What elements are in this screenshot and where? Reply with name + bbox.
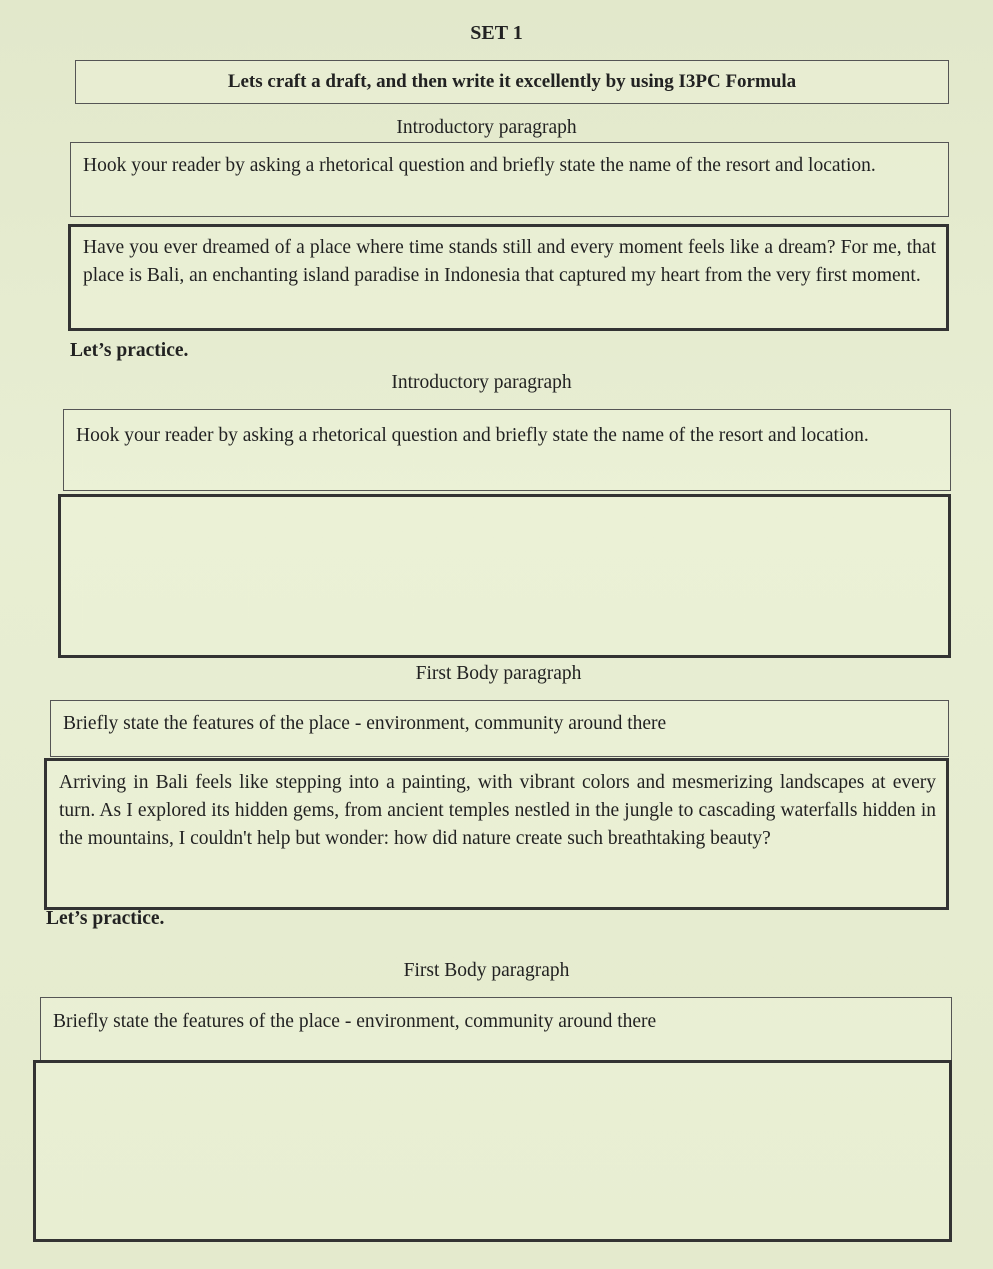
body-example-instruction: Briefly state the features of the place - environment, community around there <box>63 713 667 734</box>
body-practice-instruction-box <box>40 997 952 1061</box>
body-practice-label: Let’s practice. <box>46 908 165 929</box>
intro-practice-section-label: Introductory paragraph <box>391 372 572 393</box>
body-practice-answer-box[interactable] <box>33 1060 952 1242</box>
intro-example-instruction-box <box>70 142 949 217</box>
worksheet-heading <box>75 60 949 104</box>
body-example-label: First Body paragraph <box>415 663 582 684</box>
body-practice-instruction: Briefly state the features of the place - environment, community around there <box>53 1011 657 1032</box>
body-example-sample: Arriving in Bali feels like stepping into a painting, with vibrant colors and mesmerizing landscapes at every turn. As I explored its hidden gems, from ancient temples nestled in the jungle to cascading waterfalls hidden in the mountains, I couldn't help but wonder: how did nature create such breathtaking beauty? <box>59 772 936 849</box>
intro-practice-instruction: Hook your reader by asking a rhetorical question and briefly state the name of the resort and location. <box>76 425 869 446</box>
intro-practice-label: Let’s practice. <box>70 340 189 361</box>
body-practice-section-label: First Body paragraph <box>403 960 570 981</box>
intro-practice-answer-box[interactable] <box>58 494 951 658</box>
intro-practice-instruction-box <box>63 409 951 491</box>
intro-example-label: Introductory paragraph <box>396 117 577 138</box>
set-title: SET 1 <box>470 22 523 44</box>
intro-example-sample-box <box>68 224 949 331</box>
body-example-instruction-box <box>50 700 949 757</box>
intro-example-sample: Have you ever dreamed of a place where time stands still and every moment feels like a dream? For me, that place is Bali, an enchanting island paradise in Indonesia that captured my heart from the very first moment. <box>83 237 936 286</box>
worksheet-heading-text: Lets craft a draft, and then write it excellently by using I3PC Formula <box>227 71 797 92</box>
intro-example-instruction: Hook your reader by asking a rhetorical question and briefly state the name of the resort and location. <box>83 155 876 176</box>
body-example-sample-box <box>44 758 949 910</box>
